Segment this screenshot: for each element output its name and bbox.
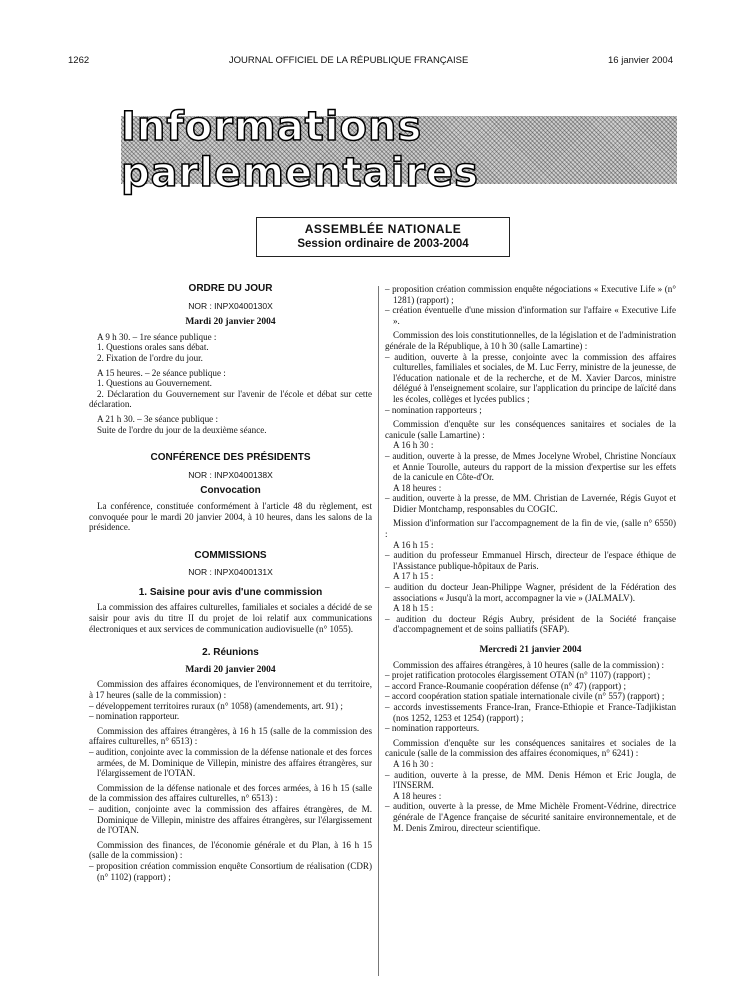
paragraph: La commission des affaires culturelles, familiales et sociales a décidé de se saisir pour avis du titre II du projet de loi relatif aux communications électroniques et aux services de communication audiovisuelle (n° 1055). (89, 602, 372, 634)
paragraph: Commission des finances, de l'économie générale et du Plan, à 16 h 15 (salle de la commission) : (89, 839, 372, 861)
subsection-heading: 2. Réunions (202, 647, 259, 659)
paragraph: A 18 heures : (393, 790, 442, 801)
nor-reference: NOR : INPX0400131X (188, 567, 273, 578)
paragraph: 2. Déclaration du Gouvernement sur l'avenir de l'école et débat sur cette déclaration. (89, 388, 372, 410)
paragraph: Suite de l'ordre du jour de la deuxième séance. (97, 424, 267, 435)
list-item: – audition, ouverte à la presse, de MM. Denis Hémon et Eric Jougla, de l'INSERM. (385, 769, 676, 791)
assembly-name: ASSEMBLÉE NATIONALE (304, 222, 462, 236)
journal-title: JOURNAL OFFICIEL DE LA RÉPUBLIQUE FRANÇAISE (228, 55, 469, 66)
paragraph: Commission des affaires étrangères, à 10 heures (salle de la commission) : (393, 659, 665, 670)
paragraph: Commission des lois constitutionnelles, de la législation et de l'administration générale de la République, à 10 h 30 (salle Lamartine) : (385, 330, 677, 351)
list-item: – audition, conjointe avec la commission de la défense nationale et des forces armées, de M. Dominique de Villepin, ministre des affaires étrangères, sur l'élargissement de l'OTAN. (89, 747, 372, 779)
list-item: – proposition création commission enquête Consortium de réalisation (CDR) (n° 1102) (rapport) ; (89, 860, 372, 882)
list-item: – audition du docteur Jean-Philippe Wagner, président de la Fédération des associations « Jusqu'à la mort, accompagner la vie » (JALMALV). (385, 582, 676, 603)
page-number: 1262 (68, 55, 90, 66)
date-heading: Mardi 20 janvier 2004 (185, 664, 276, 675)
paragraph: Commission d'enquête sur les conséquences sanitaires et sociales de la canicule (salle de la commission des affaires économiques, n° 6241) : (385, 737, 676, 759)
banner-title: Informations parlementaires (121, 104, 479, 196)
commissions-heading: COMMISSIONS (194, 549, 267, 561)
session-name: Session ordinaire de 2003-2004 (297, 238, 469, 250)
ordre-du-jour-heading: ORDRE DU JOUR (188, 283, 273, 294)
paragraph: A 16 h 15 : (393, 539, 434, 550)
list-item: – développement territoires ruraux (n° 1058) (amendements, art. 91) ; (89, 700, 343, 711)
conference-heading: CONFÉRENCE DES PRÉSIDENTS (150, 452, 311, 464)
list-item: – accords investissements France-Iran, France-Ethiopie et France-Tadjikistan (nos 1252, 1253 et 1254) (rapport) ; (385, 701, 676, 723)
paragraph: A 21 h 30. – 3e séance publique : (97, 413, 218, 424)
paragraph: Commission des affaires étrangères, à 16 h 15 (salle de la commission des affaires culturelles, n° 6513) : (89, 725, 372, 747)
list-item: – audition, ouverte à la presse, de Mmes Jocelyne Wrobel, Christine Noncíaux et Annie Tourolle, auteurs du rapport de la mission d'expertise sur les effets de la canicule en Côte-d'Or. (385, 450, 676, 483)
paragraph: Commission des affaires économiques, de l'environnement et du territoire, à 17 heures (salle de la commission) : (89, 679, 372, 701)
paragraph: Commission d'enquête sur les conséquences sanitaires et sociales de la canicule (salle Lamartine) : (385, 419, 676, 440)
list-item: – nomination rapporteur. (89, 711, 180, 722)
list-item: – création éventuelle d'une mission d'information sur l'affaire « Executive Life ». (385, 305, 676, 326)
date-heading: Mardi 20 janvier 2004 (185, 317, 276, 328)
list-item: – audition, ouverte à la presse, de MM. Christian de Lavernée, Régis Guyot et Didier Montchamp, responsables du COGIC. (385, 493, 676, 514)
list-item: – audition, conjointe avec la commission des affaires étrangères, de M. Dominique de Villepin, ministre des affaires étrangères, sur l'élargissement de l'OTAN. (89, 803, 372, 836)
paragraph: A 18 h 15 : (393, 603, 434, 614)
convocation-heading: Convocation (200, 485, 261, 497)
page-header (68, 55, 673, 66)
list-item: – projet ratification protocoles élargissement OTAN (n° 1107) (rapport) ; (385, 670, 651, 681)
list-item: – nomination rapporteurs ; (385, 404, 482, 415)
nor-reference: NOR : INPX0400138X (188, 469, 273, 480)
paragraph: A 9 h 30. – 1re séance publique : (97, 331, 217, 342)
issue-date: 16 janvier 2004 (608, 55, 673, 66)
assembly-box (256, 217, 510, 257)
paragraph: A 16 h 30 : (393, 758, 434, 769)
subsection-heading: 1. Saisine pour avis d'une commission (138, 586, 323, 598)
list-item: – audition du docteur Régis Aubry, président de la Société française d'accompagnement et de soins palliatifs (SFAP). (385, 613, 676, 635)
date-heading: Mercredi 21 janvier 2004 (479, 645, 582, 655)
paragraph: 2. Fixation de l'ordre du jour. (97, 352, 203, 363)
paragraph: A 15 heures. – 2e séance publique : (97, 367, 226, 378)
left-column (89, 284, 372, 882)
paragraph: A 18 heures : (393, 482, 442, 493)
column-divider (378, 286, 379, 976)
paragraph: Commission de la défense nationale et des forces armées, à 16 h 15 (salle de la commission des affaires culturelles, n° 6513) : (89, 782, 372, 804)
list-item: – nomination rapporteurs. (385, 723, 480, 734)
paragraph: 1. Questions au Gouvernement. (97, 378, 212, 389)
list-item: – proposition création commission enquête négociations « Executive Life » (n° 1281) (rapport) ; (385, 284, 676, 305)
section-banner (121, 104, 677, 196)
list-item: – audition, ouverte à la presse, conjointe avec la commission des affaires culturelles, familiales et sociales, de M. Luc Ferry, ministre de la jeunesse, de l'éducation nationale et de la recherche, et de M. Xavier Darcos, ministre délégué à l'enseignement scolaire, sur l'application du principe de laïcité dans les écoles, collèges et lycées publics ; (385, 351, 676, 404)
list-item: – accord coopération station spatiale internationale civile (n° 557) (rapport) ; (385, 691, 665, 702)
paragraph: A 16 h 30 : (393, 440, 434, 451)
paragraph: 1. Questions orales sans débat. (97, 342, 209, 353)
list-item: – audition du professeur Emmanuel Hirsch, directeur de l'espace éthique de l'Assistance publique-hôpitaux de Paris. (385, 550, 676, 571)
paragraph: Mission d'information sur l'accompagnement de la fin de vie, (salle n° 6550) : (385, 518, 676, 540)
nor-reference: NOR : INPX0400130X (188, 300, 273, 311)
list-item: – accord France-Roumanie coopération défense (n° 47) (rapport) ; (385, 680, 626, 691)
list-item: – audition, ouverte à la presse, de Mme Michèle Froment-Védrine, directrice générale de l'Agence française de sécurité sanitaire environnementale, et de M. Denis Zmirou, directeur scientifique. (385, 801, 676, 833)
paragraph: La conférence, constituée conformément à l'article 48 du règlement, est convoquée pour le mardi 20 janvier 2004, à 10 heures, dans les salons de la présidence. (89, 500, 372, 533)
right-column (385, 284, 676, 833)
paragraph: A 17 h 15 : (393, 571, 434, 582)
